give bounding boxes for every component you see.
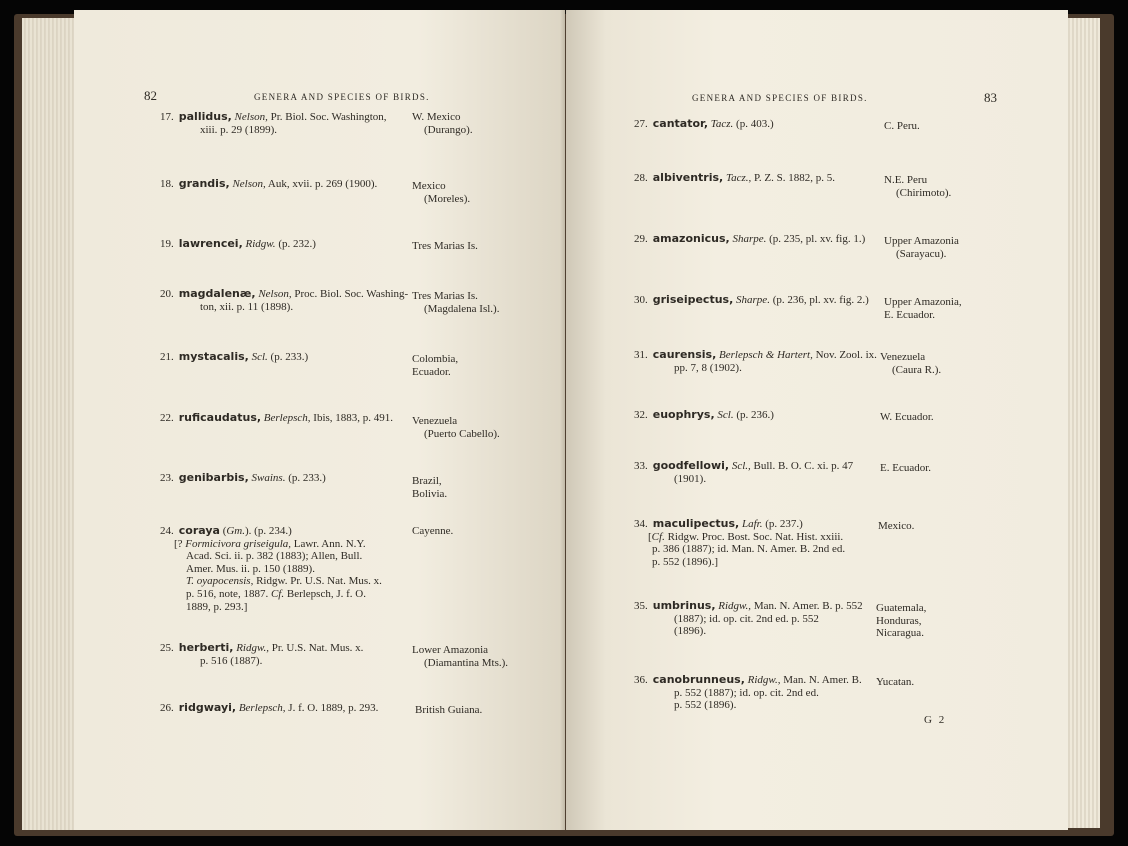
species-entry: 18. grandis, Nelson, Auk, xvii. p. 269 (1900). — [160, 177, 378, 190]
species-entry: 33. goodfellowi, Scl., Bull. B. O. C. xi. p. 47 (1901). — [634, 459, 854, 485]
running-head: GENERA AND SPECIES OF BIRDS. — [692, 93, 868, 103]
species-entry: 24. coraya (Gm.). (p. 234.) [? Formicivora griseigula, Lawr. Ann. N.Y. Acad. Sci. ii. p. 382 (1883); Allen, Bull. Amer. Mus. ii. p. 150 (1889). T. oyapocensis, Ridgw. Pr. U.S. Nat. Mus. x. p. 516, note, 1887. Cf. Berlepsch, J. f. O. 1889, p. 293.] — [160, 524, 382, 613]
text-line: p. 552 (1887); id. op. cit. 2nd ed. — [674, 686, 819, 699]
left-page-edges — [22, 18, 76, 830]
species-entry: 21. mystacalis, Scl. (p. 233.) — [160, 350, 309, 363]
species-entry: 35. umbrinus, Ridgw., Man. N. Amer. B. p. 552 (1887); id. op. cit. 2nd ed. p. 552 (1896). — [634, 600, 884, 638]
species-entry: 25. herberti, Ridgw., Pr. U.S. Nat. Mus. x. p. 516 (1887). — [160, 641, 364, 667]
running-head: GENERA AND SPECIES OF BIRDS. — [254, 92, 430, 102]
species-entry: 17. pallidus, Nelson, Pr. Biol. Soc. Washington, xiii. p. 29 (1899). — [160, 110, 387, 136]
locality: Lower Amazonia (Diamantina Mts.). — [412, 644, 509, 669]
locality: Guatemala, Honduras, Nicaragua. — [876, 602, 927, 640]
text-line: Honduras, — [876, 614, 922, 627]
species-entry: 31. caurensis, Berlepsch & Hartert, Nov. Zool. ix. pp. 7, 8 (1902). — [634, 348, 877, 374]
signature-mark: G 2 — [924, 714, 947, 726]
page-number: 82 — [144, 88, 157, 103]
species-entry: 27. cantator, Tacz. (p. 403.) — [634, 117, 774, 130]
text-line: (1896). — [674, 625, 707, 638]
species-entry: 19. lawrencei, Ridgw. (p. 232.) — [160, 237, 316, 250]
page-number: 83 — [984, 90, 997, 105]
text-line: (1887); id. op. cit. 2nd ed. p. 552 — [674, 612, 819, 625]
text-line: p. 552 (1896). — [674, 699, 737, 712]
locality: Colombia, Ecuador. — [412, 353, 459, 378]
species-entry: 22. ruficaudatus, Berlepsch, Ibis, 1883, p. 491. — [160, 411, 394, 424]
right-page — [566, 10, 1068, 830]
locality: Upper Amazonia, E. Ecuador. — [884, 296, 962, 321]
locality: Upper Amazonia (Sarayacu). — [884, 235, 959, 260]
species-entry: 26. ridgwayi, Berlepsch, J. f. O. 1889, p. 293. — [160, 701, 379, 714]
locality: British Guiana. — [415, 704, 483, 716]
species-entry: 29. amazonicus, Sharpe. (p. 235, pl. xv. fig. 1.) — [634, 232, 866, 245]
locality: W. Ecuador. — [880, 411, 934, 423]
locality: Mexico. — [878, 520, 915, 532]
locality: Yucatan. — [876, 676, 915, 688]
locality: C. Peru. — [884, 120, 920, 132]
right-page-edges — [1066, 18, 1100, 828]
species-entry: 36. canobrunneus, Ridgw., Man. N. Amer. B. p. 552 (1887); id. op. cit. 2nd ed. p. 552 (1896). — [634, 674, 884, 712]
species-entry: 30. griseipectus, Sharpe. (p. 236, pl. xv. fig. 2.) — [634, 293, 869, 306]
locality: Tres Marias Is. (Magdalena Isl.). — [412, 290, 500, 315]
locality: N.E. Peru (Chirimoto). — [884, 174, 952, 199]
species-entry: 23. genibarbis, Swains. (p. 233.) — [160, 471, 326, 484]
species-entry: 32. euophrys, Scl. (p. 236.) — [634, 408, 774, 421]
locality: Cayenne. — [412, 525, 454, 537]
locality: Tres Marias Is. — [412, 240, 478, 252]
species-entry: 20. magdalenæ, Nelson, Proc. Biol. Soc. Washing- ton, xii. p. 11 (1898). — [160, 287, 409, 313]
locality: E. Ecuador. — [880, 462, 932, 474]
text-line: Nicaragua. — [876, 627, 924, 640]
locality: Venezuela (Caura R.). — [880, 351, 942, 376]
locality: Brazil, Bolivia. — [412, 475, 448, 500]
locality: Venezuela (Puerto Cabello). — [412, 415, 500, 440]
species-entry: 34. maculipectus, Lafr. (p. 237.) [Cf. Ridgw. Proc. Bost. Soc. Nat. Hist. xxiii. p. 386 (1887); id. Man. N. Amer. B. 2nd ed. p. 552 (1896).] — [634, 517, 846, 568]
species-entry: 28. albiventris, Tacz., P. Z. S. 1882, p. 5. — [634, 171, 836, 184]
locality: Mexico (Moreles). — [412, 180, 471, 205]
locality: W. Mexico (Durango). — [412, 111, 473, 136]
left-page — [74, 10, 565, 830]
